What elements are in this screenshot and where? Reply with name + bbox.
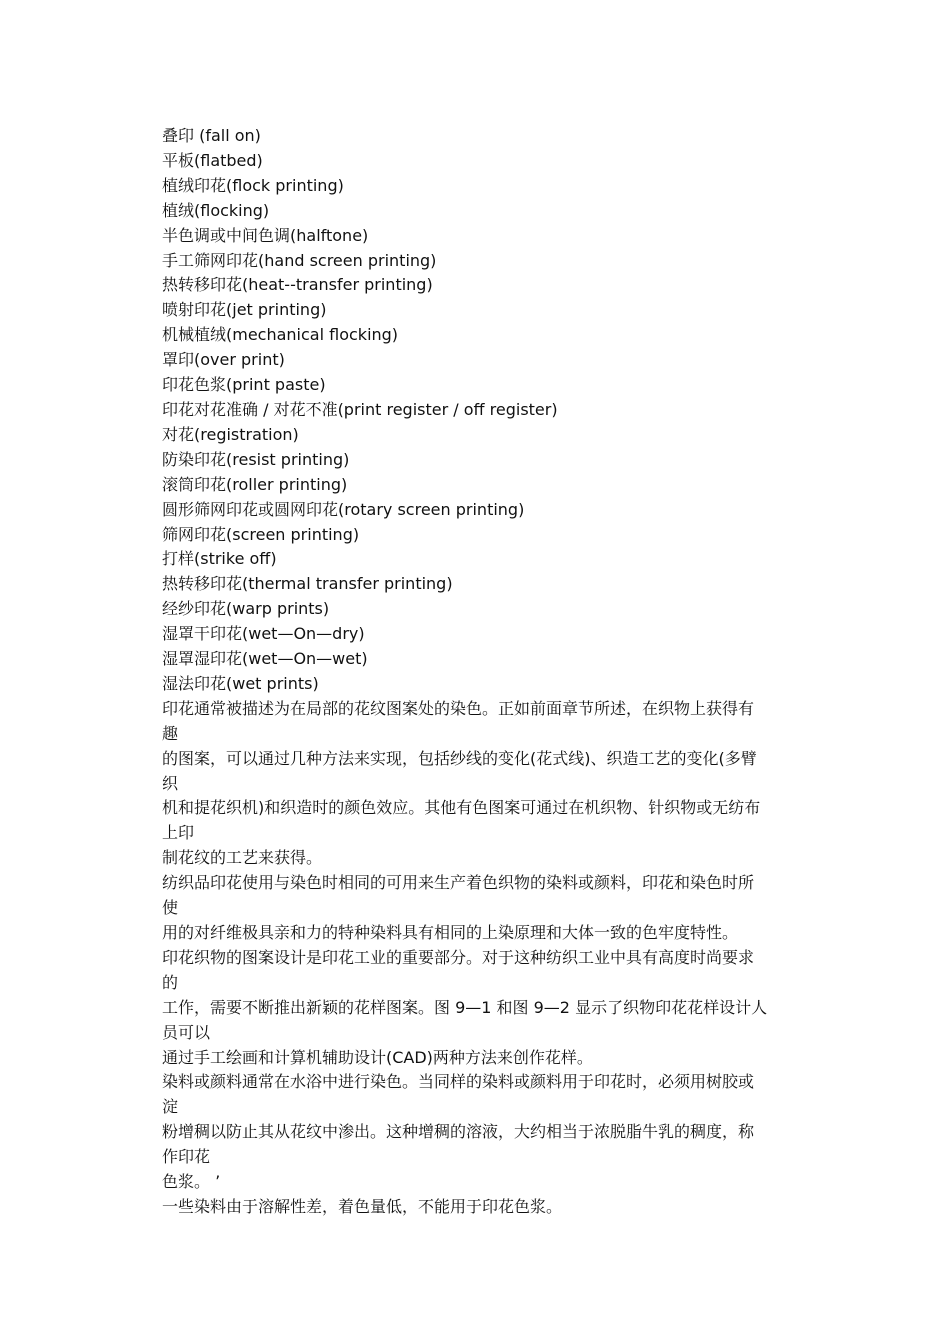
text-line: 通过手工绘画和计算机辅助设计(CAD)两种方法来创作花样。 [162,1047,593,1067]
text-line: 的图案，可以通过几种方法来实现，包括纱线的变化(花式线)、织造工艺的变化(多臂 [162,748,757,768]
text-line: 淀 [162,1097,179,1117]
text-line: 植绒(flocking) [162,200,270,220]
text-line: 作印花 [162,1147,211,1167]
text-line: 湿罩干印花(wet—On—dry) [162,624,365,644]
text-line: 趣 [162,723,179,743]
text-line: 工作，需要不断推出新颖的花样图案。图 9—1 和图 9—2 显示了织物印花花样设计人 [162,997,768,1017]
text-line: 色浆。 ’ [162,1172,221,1192]
text-line: 罩印(over print) [162,350,285,370]
text-line: 热转移印花(thermal transfer printing) [162,574,453,594]
text-line: 粉增稠以防止其从花纹中渗出。这种增稠的溶液，大约相当于浓脱脂牛乳的稠度，称 [162,1122,755,1142]
text-line: 员可以 [162,1022,211,1042]
text-line: 经纱印花(warp prints) [162,599,330,619]
text-line: 植绒印花(flock printing) [162,175,344,195]
text-line: 印花色浆(print paste) [162,375,326,395]
text-line: 上印 [162,823,195,843]
text-line: 湿法印花(wet prints) [162,673,319,693]
text-line: 印花对花准确 / 对花不准(print register / off register) [162,399,558,419]
text-line: 湿罩湿印花(wet—On—wet) [162,649,368,669]
text-line: 染料或颜料通常在水浴中进行染色。当同样的染料或颜料用于印花时，必须用树胶或 [162,1072,755,1092]
text-line: 圆形筛网印花或圆网印花(rotary screen printing) [162,499,525,519]
document-body [162,124,802,1220]
text-line: 机械植绒(mechanical flocking) [162,325,399,345]
text-line: 滚筒印花(roller printing) [162,474,348,494]
text-line: 筛网印花(screen printing) [162,524,360,544]
text-line: 织 [162,773,179,793]
text-line: 对花(registration) [162,424,299,444]
text-line: 叠印 (fall on) [162,126,261,145]
text-line: 喷射印花(jet printing) [162,300,327,320]
text-line: 制花纹的工艺来获得。 [162,848,323,868]
text-line: 使 [162,898,179,918]
text-line: 印花织物的图案设计是印花工业的重要部分。对于这种纺织工业中具有高度时尚要求 [162,947,755,967]
text-line: 防染印花(resist printing) [162,449,350,469]
text-line: 印花通常被描述为在局部的花纹图案处的染色。正如前面章节所述，在织物上获得有 [162,698,755,718]
text-line: 用的对纤维极具亲和力的特种染料具有相同的上染原理和大体一致的色牢度特性。 [162,923,739,942]
text-line: 纺织品印花使用与染色时相同的可用来生产着色织物的染料或颜料，印花和染色时所 [162,873,755,893]
text-line: 半色调或中间色调(halftone) [162,225,369,245]
text-line: 热转移印花(heat--transfer printing) [162,275,433,295]
text-line: 平板(flatbed) [162,150,263,170]
text-line: 机和提花织机)和织造时的颜色效应。其他有色图案可通过在机织物、针织物或无纺布 [162,798,761,818]
text-line: 的 [162,972,179,992]
text-line: 打样(strike off) [162,549,277,569]
text-line: 一些染料由于溶解性差，着色量低，不能用于印花色浆。 [162,1196,563,1216]
text-line: 手工筛网印花(hand screen printing) [162,250,437,270]
